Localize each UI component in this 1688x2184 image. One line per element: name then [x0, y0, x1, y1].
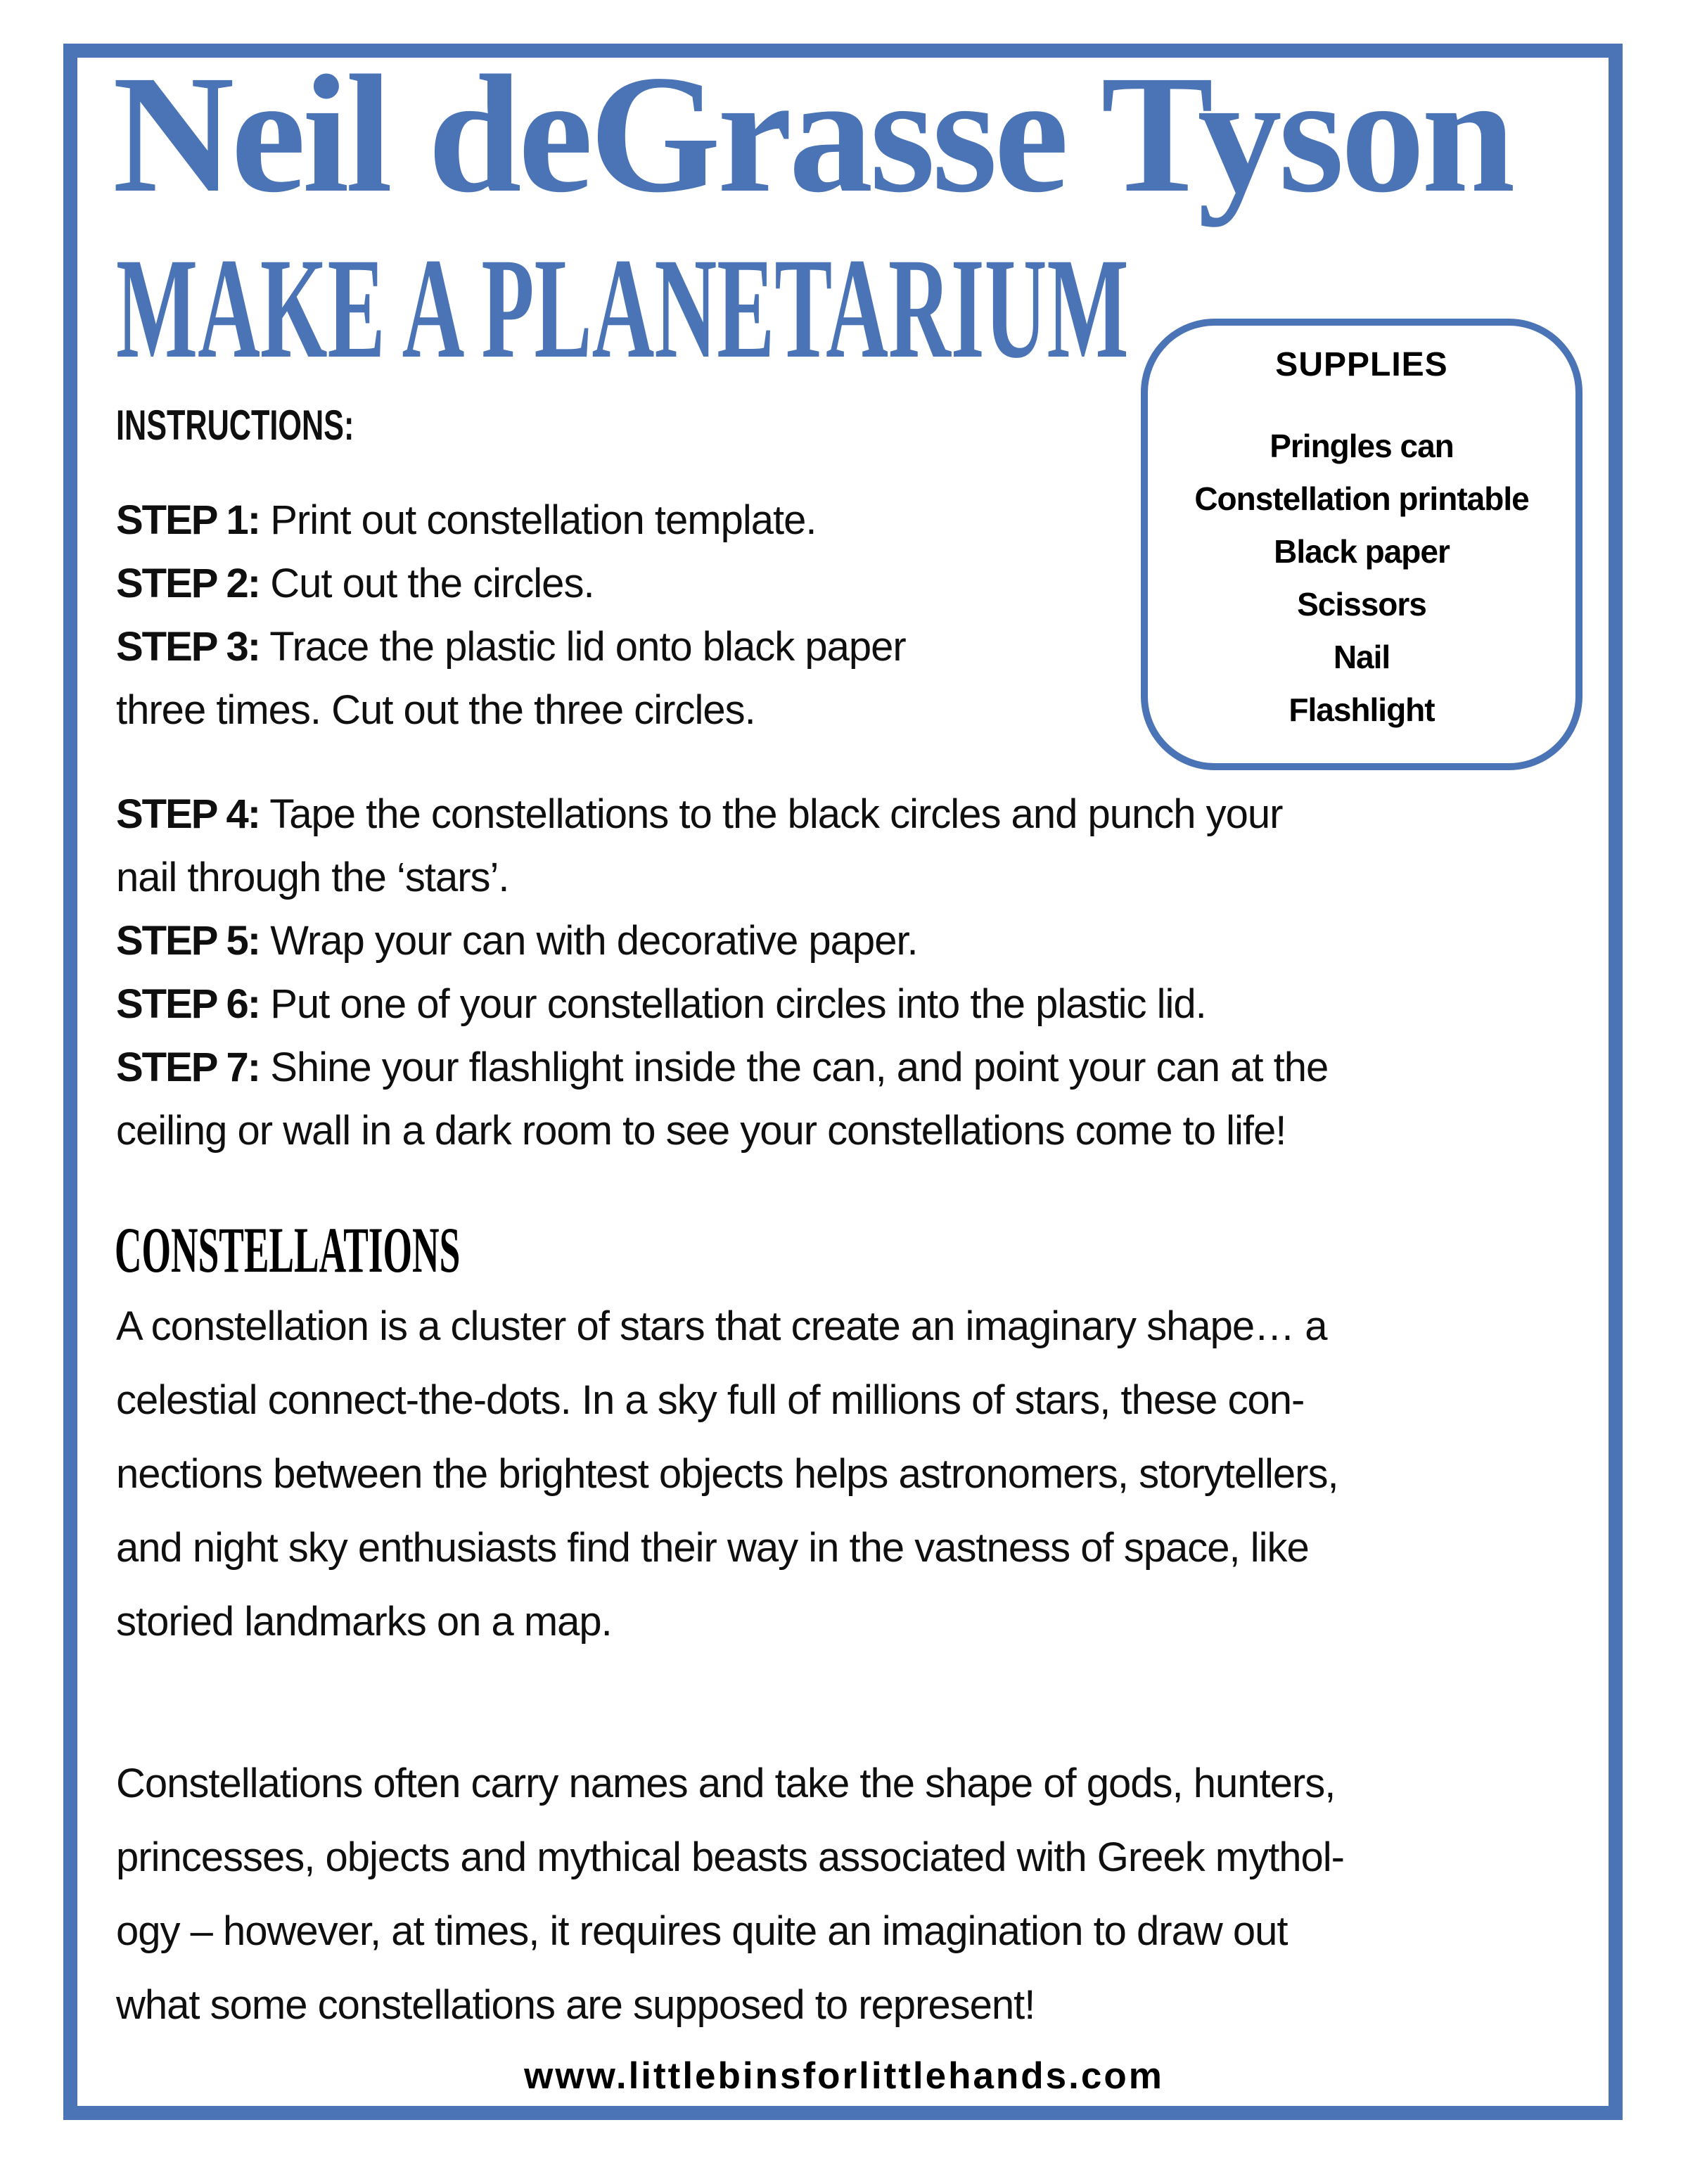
paragraph-line: princesses, objects and mythical beasts associated with Greek mythol-	[116, 1834, 1344, 1880]
supplies-item: Flashlight	[1289, 691, 1435, 728]
step-label: STEP 4:	[116, 791, 260, 837]
step-text: Print out constellation template.	[260, 497, 817, 543]
step-label: STEP 6:	[116, 981, 260, 1027]
supplies-item: Constellation printable	[1194, 480, 1529, 517]
step-line	[116, 552, 906, 615]
paragraph-line: Constellations often carry names and take the shape of gods, hunters,	[116, 1761, 1336, 1806]
steps-block-2	[116, 783, 1328, 1163]
step-line	[116, 679, 906, 742]
step-text: Trace the plastic lid onto black paper	[260, 624, 906, 670]
paragraph-line: ogy – however, at times, it requires quite an imagination to draw out	[116, 1908, 1288, 1954]
supplies-box	[1141, 319, 1582, 770]
step-text: Put one of your constellation circles into the plastic lid.	[260, 981, 1206, 1027]
supplies-item: Pringles can	[1270, 428, 1454, 464]
paragraph-line: what some constellations are supposed to represent!	[116, 1982, 1035, 2028]
supplies-item: Nail	[1333, 639, 1390, 675]
step-line	[116, 846, 1328, 909]
step-text: nail through the ‘stars’.	[116, 855, 509, 900]
step-line	[116, 1036, 1328, 1099]
paragraph-line: nections between the brightest objects helps astronomers, storytellers,	[116, 1451, 1338, 1497]
page-subtitle: MAKE A PLANETARIUM	[116, 229, 1129, 388]
step-line	[116, 489, 906, 552]
constellations-paragraph-1	[116, 1289, 1338, 1659]
step-label: STEP 7:	[116, 1045, 260, 1090]
constellations-heading: CONSTELLATIONS	[115, 1214, 461, 1286]
page-title: Neil deGrasse Tyson	[113, 40, 1512, 227]
step-label: STEP 3:	[116, 624, 260, 670]
supplies-list	[1148, 420, 1575, 736]
step-label: STEP 2:	[116, 561, 260, 606]
step-line	[116, 1099, 1328, 1163]
step-text: Tape the constellations to the black circles and punch your	[260, 791, 1283, 837]
step-text: Cut out the circles.	[260, 561, 594, 606]
instructions-heading: INSTRUCTIONS:	[116, 402, 354, 449]
step-line	[116, 973, 1328, 1036]
paragraph-line: A constellation is a cluster of stars that create an imaginary shape… a	[116, 1303, 1327, 1349]
constellations-paragraph-2	[116, 1746, 1344, 2042]
step-label: STEP 1:	[116, 497, 260, 543]
paragraph-line: celestial connect-the-dots. In a sky full of millions of stars, these con-	[116, 1377, 1305, 1423]
paragraph-line: storied landmarks on a map.	[116, 1599, 612, 1645]
supplies-heading: SUPPLIES	[1275, 346, 1448, 383]
step-label: STEP 5:	[116, 918, 260, 964]
step-line	[116, 615, 906, 679]
step-text: three times. Cut out the three circles.	[116, 687, 755, 733]
step-line	[116, 783, 1328, 846]
step-text: Shine your flashlight inside the can, and point your can at the	[260, 1045, 1329, 1090]
step-text: ceiling or wall in a dark room to see your constellations come to life!	[116, 1108, 1286, 1154]
supplies-item: Black paper	[1274, 533, 1450, 570]
step-text: Wrap your can with decorative paper.	[260, 918, 918, 964]
paragraph-line: and night sky enthusiasts find their way in the vastness of space, like	[116, 1525, 1309, 1571]
footer-url: www.littlebinsforlittlehands.com	[524, 2055, 1164, 2097]
step-line	[116, 909, 1328, 973]
supplies-item: Scissors	[1297, 586, 1426, 622]
steps-block-1	[116, 489, 906, 742]
